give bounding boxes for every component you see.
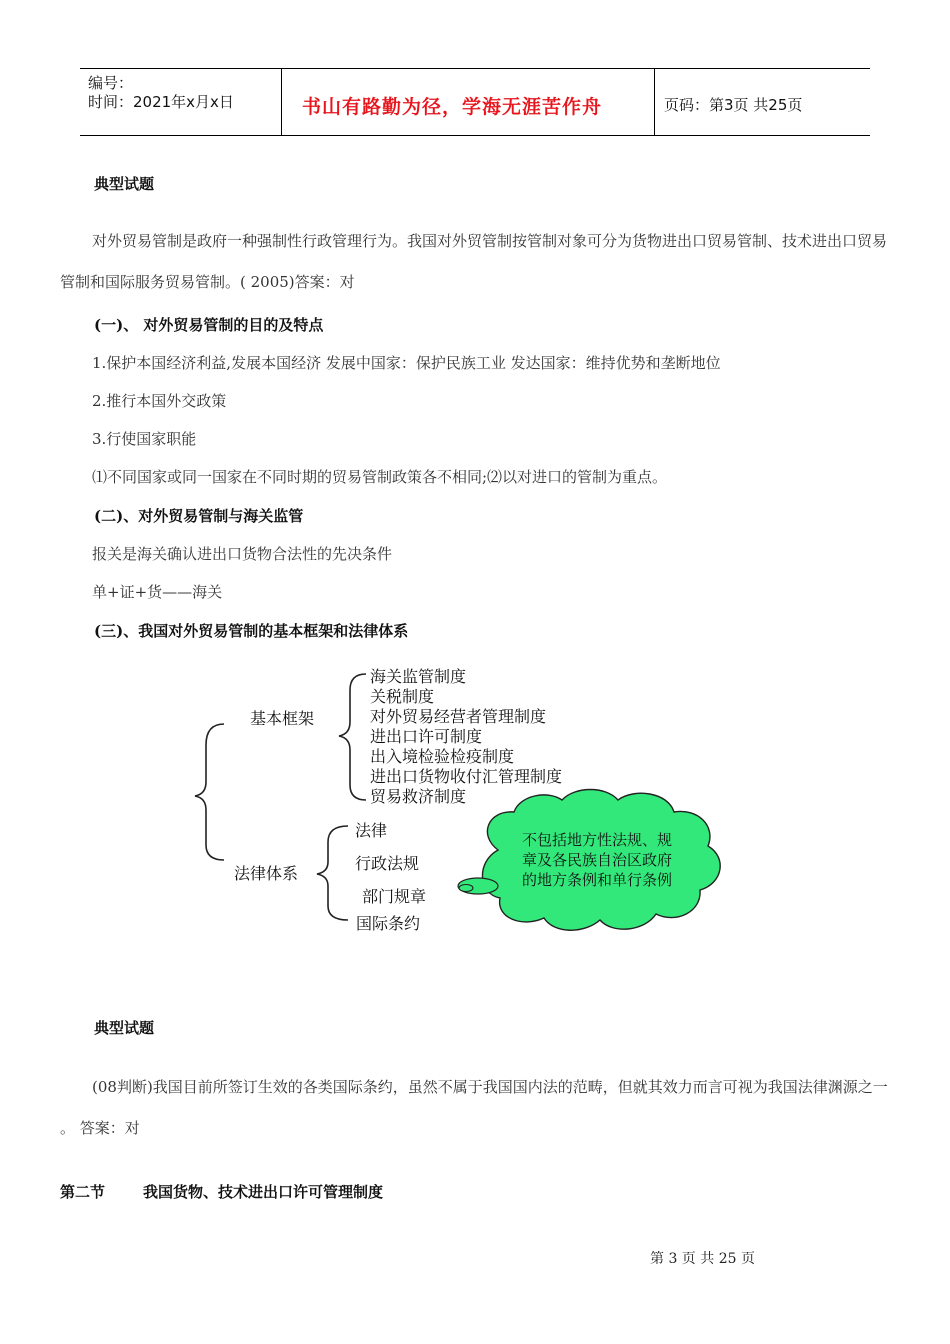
legal-brace	[317, 826, 348, 920]
framework-item: 海关监管制度	[370, 667, 467, 686]
framework-item: 进出口货物收付汇管理制度	[370, 767, 563, 786]
part2-item: 报关是海关确认进出口货物合法性的先决条件	[92, 545, 393, 563]
header-divider-left	[281, 68, 282, 136]
part1-item: 2.推行本国外交政策	[92, 392, 227, 410]
number-label: 编号：	[88, 74, 134, 92]
part3-heading: (三)、我国对外贸易管制的基本框架和法律体系	[94, 622, 409, 640]
header-bottom-border	[80, 135, 870, 136]
cloud-callout	[458, 790, 720, 931]
header-divider-right	[654, 68, 655, 136]
question-paragraph: (08判断)我国目前所签订生效的各类国际条约，虽然不属于我国国内法的范畴，但就其效力而言可视为我国法律渊源之一 。 答案：对	[60, 1078, 888, 1137]
part1-item: ⑴不同国家或同一国家在不同时期的贸易管制政策各不相同;⑵以对进口的管制为重点。	[92, 468, 668, 486]
legal-item: 行政法规	[355, 854, 420, 873]
chapter-label: 第二节	[60, 1183, 106, 1201]
section-heading: 典型试题	[94, 175, 155, 193]
part2-item: 单+证+货——海关	[92, 583, 223, 601]
cloud-text-line: 不包括地方性法规、规	[522, 831, 673, 849]
section-heading: 典型试题	[94, 1019, 155, 1037]
chapter-title: 我国货物、技术进出口许可管理制度	[143, 1183, 384, 1201]
question-paragraph: 对外贸易管制是政府一种强制性行政管理行为。我国对外贸管制按管制对象可分为货物进出口贸易管制、技术进出口贸易管制和国际服务贸易管制。( 2005)答案：对	[60, 232, 888, 291]
part1-item: 3.行使国家职能	[92, 430, 197, 448]
framework-label: 基本框架	[250, 709, 315, 728]
part1-item: 1.保护本国经济利益,发展本国经济 发展中国家：保护民族工业 发达国家：维持优势和垄断地位	[92, 354, 721, 372]
header-motto: 书山有路勤为径，学海无涯苦作舟	[302, 96, 603, 118]
framework-item: 关税制度	[370, 687, 435, 706]
main-brace	[195, 724, 224, 860]
framework-diagram	[0, 650, 950, 950]
framework-item: 贸易救济制度	[370, 787, 467, 806]
page-info: 页码：第3页 共25页	[664, 96, 803, 114]
cloud-text-line: 章及各民族自治区政府	[522, 851, 673, 869]
page-footer: 第 3 页 共 25 页	[650, 1251, 755, 1267]
framework-item: 出入境检验检疫制度	[370, 747, 515, 766]
legal-item: 国际条约	[356, 914, 421, 933]
framework-brace	[339, 674, 366, 800]
framework-item: 对外贸易经营者管理制度	[370, 707, 547, 726]
time-label: 时间：2021年x月x日	[88, 93, 234, 111]
framework-item: 进出口许可制度	[370, 727, 483, 746]
legal-item: 部门规章	[362, 887, 427, 906]
cloud-text-line: 的地方条例和单行条例	[522, 871, 673, 889]
legal-item: 法律	[355, 821, 388, 840]
header-top-border	[80, 68, 870, 69]
part1-heading: (一)、 对外贸易管制的目的及特点	[94, 316, 324, 334]
legal-label: 法律体系	[234, 864, 299, 883]
part2-heading: (二)、对外贸易管制与海关监管	[94, 507, 304, 525]
